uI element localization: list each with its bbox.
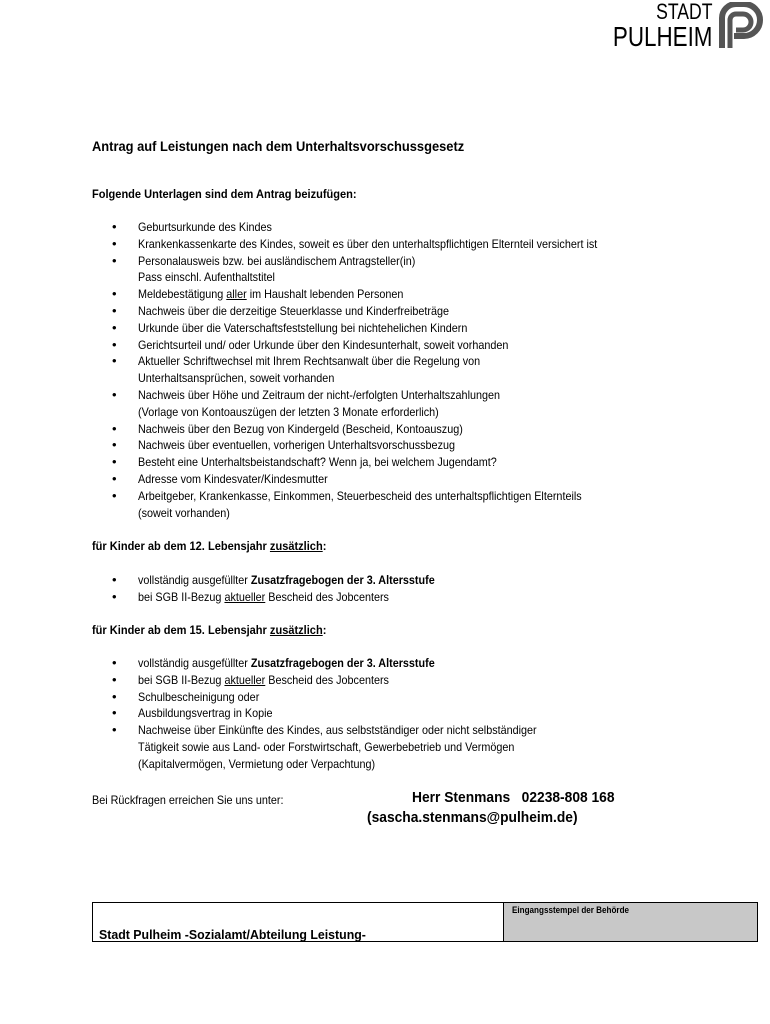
list-item: • Personalausweis bzw. bei ausländischem Antragsteller(in) Pass einschl. Aufenthaltstitel	[112, 253, 712, 287]
receipt-stamp-area	[503, 903, 757, 941]
list-item: • Krankenkassenkarte des Kindes, soweit es über den unterhaltspflichtigen Elternteil versichert ist	[112, 236, 712, 253]
list-item: • Nachweis über eventuellen, vorherigen Unterhaltsvorschussbezug	[112, 437, 712, 454]
office-name: Stadt Pulheim -Sozialamt/Abteilung Leistung-	[99, 927, 366, 942]
list-item: • Ausbildungsvertrag in Kopie	[112, 705, 712, 722]
page-title: Antrag auf Leistungen nach dem Unterhaltsvorschussgesetz	[92, 138, 465, 154]
office-stamp-box	[92, 902, 758, 942]
contact-label: Bei Rückfragen erreichen Sie uns unter:	[92, 793, 284, 807]
list-item: • Nachweise über Einkünfte des Kindes, aus selbstständiger oder nicht selbständiger Tätigkeit sowie aus Land- oder Forstwirtschaft, Gewerbebetrieb und Vermögen (Kapitalvermögen, Vermietung oder Verpachtung)	[112, 722, 712, 772]
documents-subtitle: Folgende Unterlagen sind dem Antrag beizufügen:	[92, 187, 357, 201]
list-item: • Urkunde über die Vaterschaftsfeststellung bei nichtehelichen Kindern	[112, 320, 712, 337]
list-item: • Besteht eine Unterhaltsbeistandschaft? Wenn ja, bei welchem Jugendamt?	[112, 454, 712, 471]
list-item: • vollständig ausgefüllter Zusatzfragebogen der 3. Altersstufe	[112, 655, 712, 672]
required-documents-list	[112, 219, 712, 521]
pulheim-p-logo-icon	[716, 2, 764, 50]
list-item: • Aktueller Schriftwechsel mit Ihrem Rechtsanwalt über die Regelung von Unterhaltsansprüchen, soweit vorhanden	[112, 353, 712, 387]
list-item: • Nachweis über den Bezug von Kindergeld (Bescheid, Kontoauszug)	[112, 421, 712, 438]
stadt-pulheim-logo	[612, 0, 764, 52]
logo-line-pulheim: PULHEIM	[612, 21, 712, 52]
list-item: • vollständig ausgefüllter Zusatzfragebogen der 3. Altersstufe	[112, 572, 712, 589]
list-item: • Geburtsurkunde des Kindes	[112, 219, 712, 236]
age-15-documents-list	[112, 655, 712, 773]
section-heading-age-12: für Kinder ab dem 12. Lebensjahr zusätzlich:	[92, 539, 327, 553]
receipt-stamp-label: Eingangsstempel der Behörde	[512, 905, 630, 915]
list-item: • Adresse vom Kindesvater/Kindesmutter	[112, 471, 712, 488]
list-item: • Arbeitgeber, Krankenkasse, Einkommen, Steuerbescheid des unterhaltspflichtigen Elternteils (soweit vorhanden)	[112, 488, 712, 522]
list-item: • Nachweis über Höhe und Zeitraum der nicht-/erfolgten Unterhaltszahlungen (Vorlage von Kontoauszügen der letzten 3 Monate erforderlich)	[112, 387, 712, 421]
age-12-documents-list	[112, 572, 712, 606]
list-item: • bei SGB II-Bezug aktueller Bescheid des Jobcenters	[112, 589, 712, 606]
list-item: • Schulbescheinigung oder	[112, 689, 712, 706]
logo-line-stadt: STADT	[655, 0, 712, 24]
list-item: • Gerichtsurteil und/ oder Urkunde über den Kindesunterhalt, soweit vorhanden	[112, 337, 712, 354]
list-item: • bei SGB II-Bezug aktueller Bescheid des Jobcenters	[112, 672, 712, 689]
contact-name-phone: Herr Stenmans 02238-808 168	[412, 789, 615, 806]
section-heading-age-15: für Kinder ab dem 15. Lebensjahr zusätzlich:	[92, 623, 327, 637]
list-item: • Nachweis über die derzeitige Steuerklasse und Kinderfreibeträge	[112, 303, 712, 320]
contact-email: (sascha.stenmans@pulheim.de)	[367, 809, 578, 826]
list-item: • Meldebestätigung aller im Haushalt lebenden Personen	[112, 286, 712, 303]
